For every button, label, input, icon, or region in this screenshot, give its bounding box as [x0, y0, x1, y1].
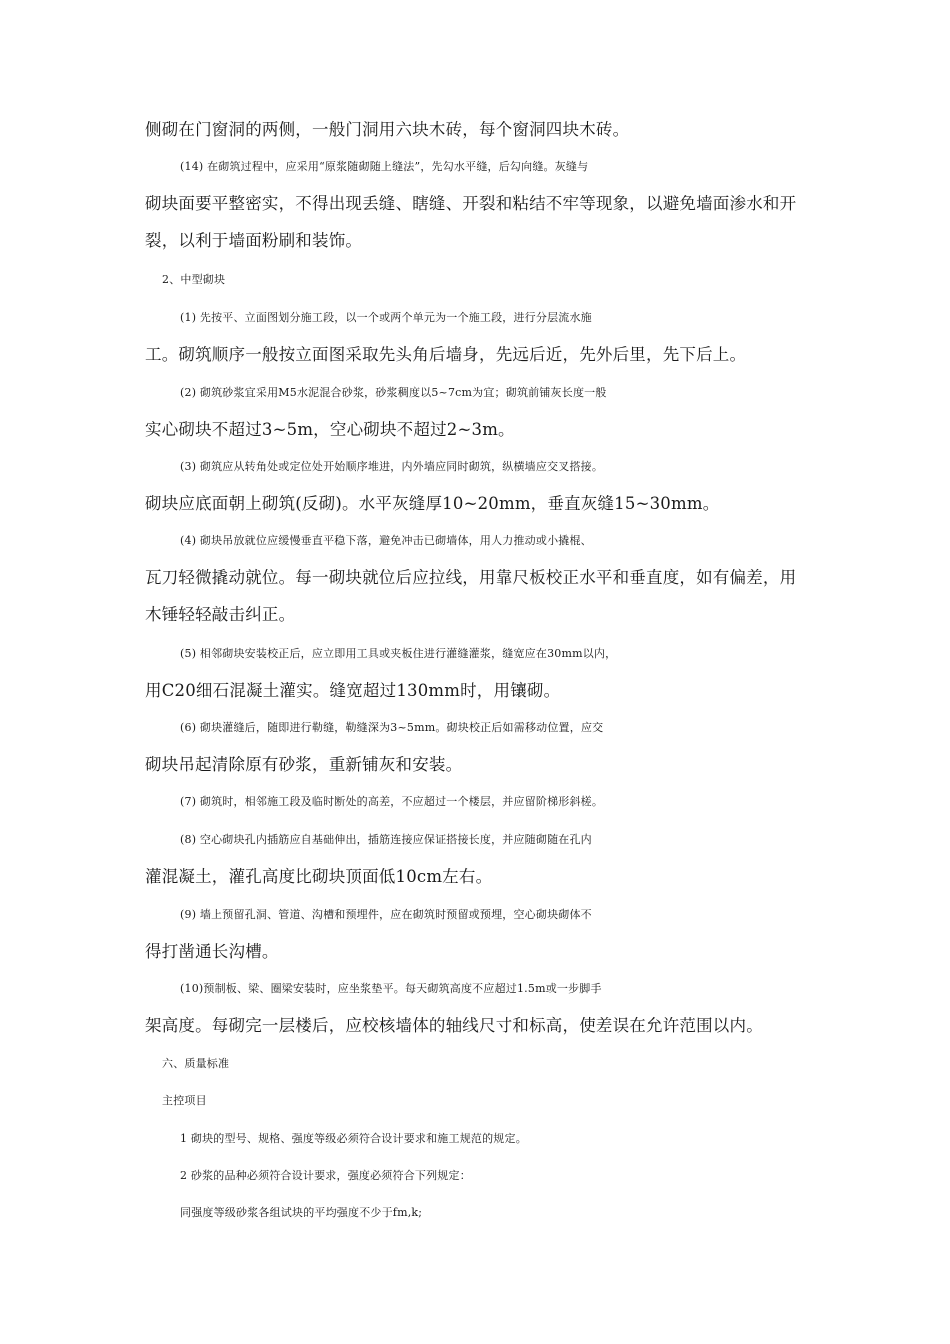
paragraph-line: 瓦刀轻微撬动就位。每一砌块就位后应拉线，用靠尺板校正水平和垂直度，如有偏差，用	[145, 568, 797, 587]
paragraph-line: 木锤轻轻敲击纠正。	[145, 605, 296, 624]
paragraph-line: 实心砌块不超过3~5m，空心砌块不超过2~3m。	[145, 420, 515, 439]
paragraph-line: (9) 墙上预留孔洞、管道、沟槽和预埋件，应在砌筑时预留或预埋，空心砌块砌体不	[180, 908, 592, 921]
paragraph-line: (4) 砌块吊放就位应缓慢垂直平稳下落，避免冲击已砌墙体，用人力推动或小撬棍、	[180, 534, 592, 547]
paragraph-line: 用C20细石混凝土灌实。缝宽超过130mm时，用镶砌。	[145, 681, 561, 700]
paragraph-line: 侧砌在门窗洞的两侧，一般门洞用六块木砖，每个窗洞四块木砖。	[145, 120, 630, 139]
paragraph-line: (8) 空心砌块孔内插筋应自基础伸出，插筋连接应保证搭接长度，并应随砌随在孔内	[180, 833, 592, 846]
section-heading: 2、中型砌块	[162, 273, 226, 286]
paragraph-line: 砌块应底面朝上砌筑(反砌)。水平灰缝厚10~20mm，垂直灰缝15~30mm。	[145, 494, 720, 513]
paragraph-line: 裂，以利于墙面粉刷和装饰。	[145, 231, 363, 250]
paragraph-line: (2) 砌筑砂浆宜采用M5水泥混合砂浆，砂浆稠度以5~7cm为宜；砌筑前铺灰长度一般	[180, 386, 607, 399]
paragraph-line: 同强度等级砂浆各组试块的平均强度不少于fm,k;	[180, 1206, 423, 1219]
paragraph-line: (10)预制板、梁、圈梁安装时，应坐浆垫平。每天砌筑高度不应超过1.5m或一步脚手	[180, 982, 602, 995]
paragraph-line: 灌混凝土，灌孔高度比砌块顶面低10cm左右。	[145, 867, 493, 886]
section-heading: 六、质量标准	[162, 1057, 230, 1070]
paragraph-line: 工。砌筑顺序一般按立面图采取先头角后墙身，先远后近，先外后里，先下后上。	[145, 345, 747, 364]
paragraph-line: 砌块吊起清除原有砂浆，重新铺灰和安装。	[145, 755, 463, 774]
paragraph-line: (6) 砌块灌缝后，随即进行勒缝，勒缝深为3~5mm。砌块校正后如需移动位置，应交	[180, 721, 604, 734]
paragraph-line: (7) 砌筑时，相邻施工段及临时断处的高差，不应超过一个楼层，并应留阶梯形斜槎。	[180, 795, 604, 808]
paragraph-line: (1) 先按平、立面图划分施工段，以一个或两个单元为一个施工段，进行分层流水施	[180, 311, 592, 324]
paragraph-line: (5) 相邻砌块安装校正后，应立即用工具或夹板住进行灌缝灌浆，缝宽应在30mm以内，	[180, 647, 617, 660]
paragraph-line: 得打凿通长沟槽。	[145, 942, 279, 961]
paragraph-line: 1 砌块的型号、规格、强度等级必须符合设计要求和施工规范的规定。	[180, 1132, 527, 1145]
subsection-heading: 主控项目	[162, 1094, 207, 1107]
paragraph-line: 砌块面要平整密实，不得出现丢缝、瞎缝、开裂和粘结不牢等现象，以避免墙面渗水和开	[145, 194, 797, 213]
paragraph-line: (3) 砌筑应从转角处或定位处开始顺序堆进，内外墙应同时砌筑，纵横墙应交叉搭接。	[180, 460, 604, 473]
paragraph-line: (14) 在砌筑过程中，应采用“原浆随砌随上缝法”，先勾水平缝，后勾向缝。灰缝与	[180, 160, 589, 173]
paragraph-line: 2 砂浆的品种必须符合设计要求，强度必须符合下列规定：	[180, 1169, 471, 1182]
paragraph-line: 架高度。每砌完一层楼后，应校核墙体的轴线尺寸和标高，使差误在允许范围以内。	[145, 1016, 763, 1035]
